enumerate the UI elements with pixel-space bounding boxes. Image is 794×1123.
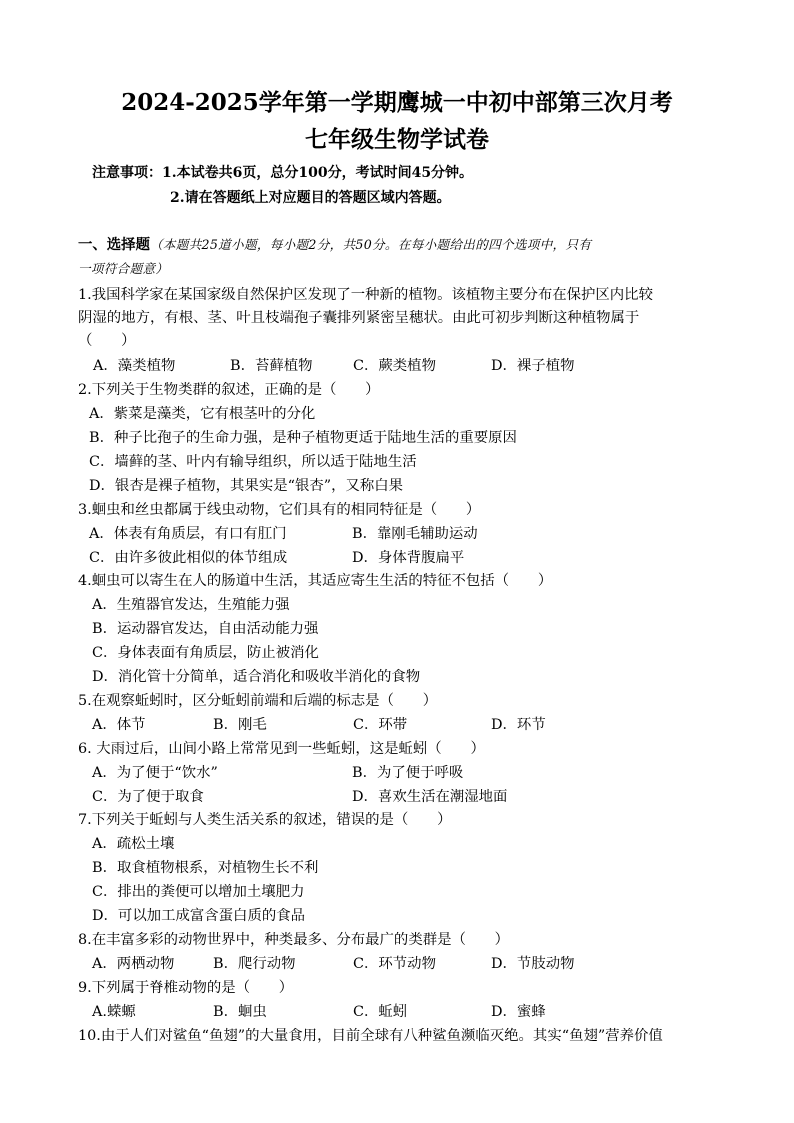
q6-option-a: A．为了便于“饮水” [92,765,218,781]
section-desc-1: （本题共25道小题，每小题2分，共50分。在每小题给出的四个选项中，只有 [149,237,592,252]
q5-option-c: C．环带 [353,717,408,733]
q5-option-d: D．环节 [491,717,546,733]
q2-option-a: A．紫菜是藻类，它有根茎叶的分化 [89,406,316,422]
q7-stem: 7.下列关于蚯蚓与人类生活关系的叙述，错误的是（ ） [78,812,452,828]
q5-stem: 5.在观察蚯蚓时，区分蚯蚓前端和后端的标志是（ ） [78,693,438,709]
q6-stem: 6. 大雨过后，山间小路上常常见到一些蚯蚓，这是蚯蚓（ ） [78,741,485,757]
q2-option-d: D．银杏是裸子植物，其果实是“银杏”，又称白果 [89,478,404,494]
q8-stem: 8.在丰富多彩的动物世界中，种类最多、分布最广的类群是（ ） [78,932,510,948]
q1-option-a: A．藻类植物 [93,358,176,374]
q5-option-a: A．体节 [92,717,146,733]
q1-stem-3: （ ） [78,333,136,349]
q4-option-c: C．身体表面有角质层，防止被消化 [92,645,319,661]
q1-stem-2: 阴湿的地方，有根、茎、叶且枝端孢子囊排列紧密呈穗状。由此可初步判断这种植物属于 [78,310,640,326]
q6-option-c: C．为了便于取食 [92,789,204,805]
q2-option-c: C．墙藓的茎、叶内有输导组织，所以适于陆地生活 [89,454,417,470]
q3-option-c: C．由许多彼此相似的体节组成 [89,550,288,566]
q3-stem: 3.蛔虫和丝虫都属于线虫动物，它们具有的相同特征是（ ） [78,502,481,518]
q8-option-a: A．两栖动物 [92,956,175,972]
q4-option-b: B．运动器官发达，自由活动能力强 [92,621,319,637]
section-heading [78,233,591,254]
q9-stem: 9.下列属于脊椎动物的是（ ） [78,980,294,996]
exam-subtitle: 七年级生物学试卷 [305,126,489,153]
notice-item-2: 2.请在答题纸上对应题目的答题区域内答题。 [170,190,451,206]
q7-option-a: A．疏松土壤 [92,836,175,852]
q9-option-d: D．蜜蜂 [491,1004,546,1020]
q2-stem: 2.下列关于生物类群的叙述，正确的是（ ） [78,382,380,398]
section-desc-2: 一项符合题意） [78,261,169,276]
q8-option-c: C．环节动物 [353,956,436,972]
q6-option-b: B．为了便于呼吸 [352,765,464,781]
q9-option-b: B．蛔虫 [213,1004,267,1020]
q3-option-a: A．体表有角质层，有口有肛门 [89,526,287,542]
q8-option-d: D．节肢动物 [491,956,575,972]
q4-option-a: A．生殖器官发达，生殖能力强 [92,597,290,613]
q2-option-b: B．种子比孢子的生命力强，是种子植物更适于陆地生活的重要原因 [89,430,517,446]
q1-option-b: B．苔藓植物 [230,358,313,374]
q1-option-c: C．蕨类植物 [353,358,436,374]
q3-option-d: D．身体背腹扁平 [352,550,465,566]
q6-option-d: D．喜欢生活在潮湿地面 [352,789,508,805]
q8-option-b: B．爬行动物 [213,956,296,972]
q9-option-a: A.蝾螈 [92,1004,136,1020]
q10-stem-1: 10.由于人们对鲨鱼“鱼翅”的大量食用，目前全球有八种鲨鱼濒临灭绝。其实“鱼翅”营养价值 [78,1028,663,1044]
q4-stem: 4.蛔虫可以寄生在人的肠道中生活，其适应寄生生活的特征不包括（ ） [78,573,553,589]
q7-option-d: D．可以加工成富含蛋白质的食品 [92,908,306,924]
q9-option-c: C．蚯蚓 [353,1004,408,1020]
q5-option-b: B．刚毛 [213,717,267,733]
notice-item-1: 1.本试卷共6页，总分100分，考试时间45分钟。 [162,165,474,181]
notice-line-1 [92,162,473,182]
section-title: 一、选择题 [78,236,150,253]
q4-option-d: D．消化管十分简单，适合消化和吸收半消化的食物 [92,669,421,685]
q1-stem-1: 1.我国科学家在某国家级自然保护区发现了一种新的植物。该植物主要分布在保护区内比较 [78,287,653,303]
q3-option-b: B．靠刚毛辅助运动 [352,526,478,542]
q7-option-b: B．取食植物根系，对植物生长不利 [92,860,319,876]
q1-option-d: D．裸子植物 [491,358,575,374]
q7-option-c: C．排出的粪便可以增加土壤肥力 [92,884,305,900]
exam-title: 2024-2025学年第一学期鹰城一中初中部第三次月考 [121,89,673,116]
notice-label: 注意事项： [92,165,162,181]
